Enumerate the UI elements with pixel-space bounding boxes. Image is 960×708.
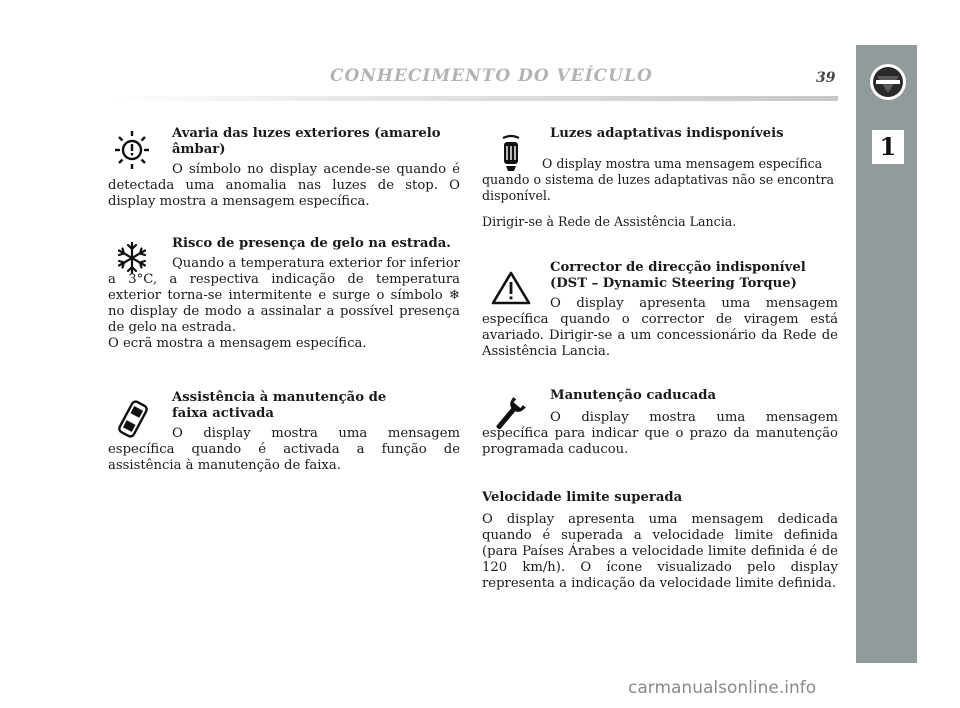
section-title: Risco de presença de gelo na estrada. — [172, 236, 451, 251]
section-body: O display mostra uma mensagem específica quando o sistema de luzes adaptativas não se encontra disponível. — [482, 156, 835, 203]
section-body-extra: O ecrã mostra a mensagem específica. — [108, 336, 367, 351]
section-title: Luzes adaptativas indisponíveis — [550, 126, 784, 141]
page-header-title: CONHECIMENTO DO VEÍCULO — [330, 66, 653, 86]
lancia-logo-icon — [868, 62, 908, 102]
section-speed-limit — [482, 490, 838, 592]
section-ice-risk — [108, 236, 460, 352]
section-title: Assistência à manutenção de faixa activada — [172, 390, 387, 421]
section-maintenance — [482, 388, 838, 458]
section-body-extra: Dirigir-se à Rede de Assistência Lancia. — [482, 214, 737, 229]
watermark-text: carmanualsonline.info — [628, 678, 817, 698]
section-body: Quando a temperatura exterior for inferior a 3°C, a respectiva indicação de temperatura exterior torna-se intermitente e surge o símbolo ❄ no display de modo a assinalar a possível presença de gelo na estrada. — [108, 256, 460, 335]
section-title: Avaria das luzes exteriores (amarelo âmbar) — [172, 126, 441, 157]
section-body: O display apresenta uma mensagem específica quando o corrector de viragem está avariado. Dirigir-se a um concessionário da Rede de Assistência Lancia. — [482, 296, 838, 359]
section-adaptive-lights — [482, 126, 838, 230]
section-body: O display mostra uma mensagem específica para indicar que o prazo da manutenção programada caducou. — [482, 410, 838, 457]
page-number: 39 — [816, 70, 836, 86]
section-lane-assist — [108, 390, 460, 474]
section-title: Manutenção caducada — [550, 388, 717, 403]
header-divider — [108, 96, 838, 101]
section-steering-corrector — [482, 260, 838, 360]
section-body: O display apresenta uma mensagem dedicada quando é superada a velocidade limite definida (para Países Árabes a velocidade limite definida é de 120 km/h). O ícone visualizado pelo display representa a indicação da velocidade limite definida. — [482, 512, 838, 591]
section-exterior-lights — [108, 126, 460, 210]
chapter-number: 1 — [872, 130, 904, 164]
section-body: O display mostra uma mensagem específica quando é activada a função de assistência à manutenção de faixa. — [108, 426, 460, 473]
section-body: O símbolo no display acende-se quando é detectada uma anomalia nas luzes de stop. O display mostra a mensagem específica. — [108, 162, 460, 209]
section-title: Corrector de direcção indisponível (DST – Dynamic Steering Torque) — [550, 260, 806, 291]
section-title: Velocidade limite superada — [482, 490, 683, 505]
